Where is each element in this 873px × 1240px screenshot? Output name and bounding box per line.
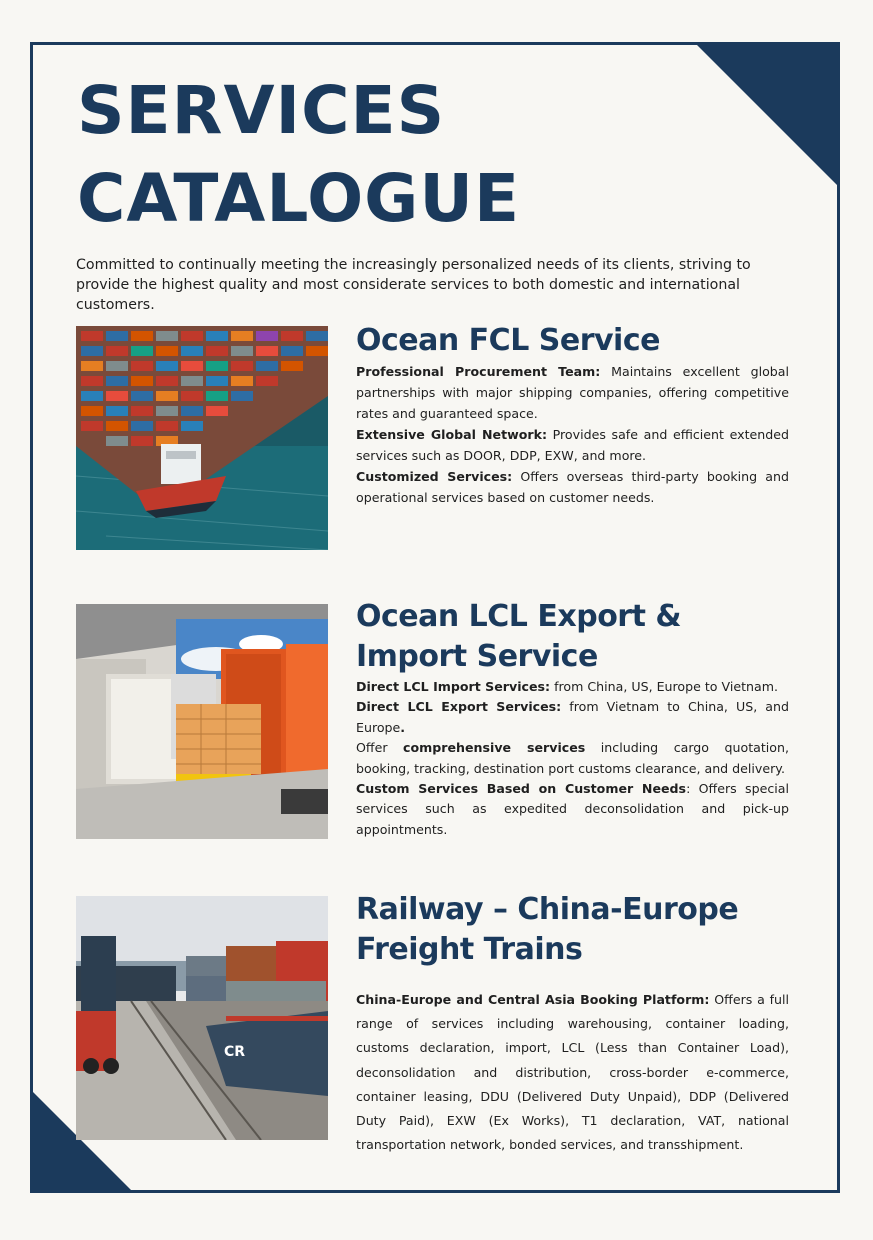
rail-platform-text: Offers a full range of services including warehousing, container loading, customs declaration, import, LCL (Less than Container Load), deconsolidation and distribution, cross-border e-commerce, container leasing, DDU (Delivered Duty Unpaid), DDP (Delivered Duty Paid), EXW (Ex Works), T1 declaration, VAT, national transportation network, bonded services, and transshipment. — [356, 992, 789, 1153]
lcl-custom-text: : Offers special services such as expedited deconsolidation and pick-up appointments. — [356, 781, 789, 837]
title-line-2: CATALOGUE — [77, 160, 521, 237]
svg-text:CR: CR — [224, 1044, 246, 1060]
railway-freight-photo — [76, 896, 328, 1140]
ocean-fcl-section — [356, 321, 789, 508]
catalogue-frame — [30, 42, 840, 1193]
rail-heading-line-2: Freight Trains — [356, 932, 583, 967]
lcl-paragraph-custom — [356, 779, 789, 840]
lcl-heading-line-1: Ocean LCL Export & — [356, 599, 682, 634]
fcl-customized-label: Customized Services: — [356, 469, 513, 484]
page-title — [77, 67, 520, 243]
fcl-procurement-label: Professional Procurement Team: — [356, 364, 601, 379]
lcl-paragraph-comprehensive — [356, 738, 789, 779]
fcl-paragraph-procurement — [356, 361, 789, 424]
lcl-heading-line-2: Import Service — [356, 639, 598, 674]
fcl-procurement-text: Maintains excellent global partnerships with major shipping companies, offering competitive rates and guaranteed space. — [356, 364, 790, 421]
ocean-lcl-heading — [356, 597, 789, 677]
lcl-export-text: from Vietnam to China, US, and Europe — [356, 699, 789, 735]
rail-heading-line-1: Railway – China-Europe — [356, 892, 739, 927]
fcl-network-label: Extensive Global Network: — [356, 427, 548, 442]
corner-triangle-top-right — [697, 45, 837, 185]
rail-paragraph-platform — [356, 988, 789, 1157]
container-ship-photo — [76, 326, 328, 550]
fcl-paragraph-customized — [356, 466, 789, 508]
lcl-import-label: Direct LCL Import Services: — [356, 679, 551, 694]
lcl-paragraph-export — [356, 697, 789, 738]
fcl-network-text: Provides safe and efficient extended services such as DOOR, DDP, EXW, and more. — [356, 427, 789, 463]
fcl-customized-text: Offers overseas third-party booking and operational services based on customer needs. — [356, 469, 789, 505]
lcl-export-label: Direct LCL Export Services: — [356, 699, 562, 715]
rail-platform-label: China-Europe and Central Asia Booking Platform: — [356, 992, 710, 1007]
lcl-export-period: . — [400, 719, 406, 735]
lcl-offer-prefix: Offer — [356, 740, 404, 756]
lcl-comprehensive-text: including cargo quotation, booking, tracking, destination port customs clearance, and delivery. — [356, 740, 789, 776]
railway-heading — [356, 890, 789, 970]
ocean-fcl-heading: Ocean FCL Service — [356, 323, 660, 358]
title-line-1: SERVICES — [77, 72, 446, 149]
ocean-lcl-section — [356, 597, 789, 840]
lcl-import-text: from China, US, Europe to Vietnam. — [550, 679, 779, 694]
lcl-custom-label: Custom Services Based on Customer Needs — [356, 781, 687, 797]
intro-paragraph: Committed to continually meeting the increasingly personalized needs of its clients, striving to provide the highest quality and most considerate services to both domestic and international customers. — [76, 257, 751, 313]
fcl-paragraph-network — [356, 424, 789, 466]
lcl-comprehensive-label: comprehensive services — [403, 740, 586, 756]
railway-section — [356, 890, 789, 1157]
lcl-paragraph-import — [356, 677, 789, 697]
warehouse-loading-photo — [76, 604, 328, 839]
